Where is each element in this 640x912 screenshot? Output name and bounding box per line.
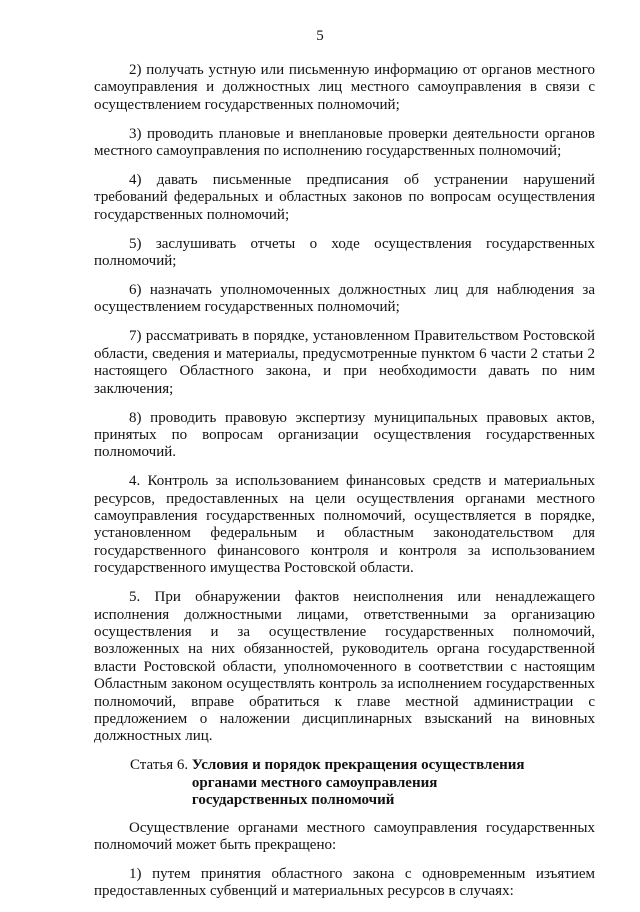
page-number: 5 bbox=[316, 28, 324, 44]
paragraph-item-8: 8) проводить правовую экспертизу муниципальных правовых актов, принятых по вопросам организации осуществления государственных полномочий. bbox=[94, 409, 595, 461]
paragraph-article-intro: Осуществление органами местного самоуправления государственных полномочий может быть прекращено: bbox=[94, 819, 595, 853]
article-label: Статья 6. bbox=[130, 757, 192, 774]
paragraph-part-4: 4. Контроль за использованием финансовых средств и материальных ресурсов, предоставленных на цели осуществления органами местного самоуправления государственных полномочий, осуществляется в порядке, установленном федеральным и областным законодательством для государственного финансового контроля и контроля за использованием государственного имущества Ростовской области. bbox=[94, 473, 595, 577]
document-body bbox=[94, 62, 595, 912]
paragraph-item-6: 6) назначать уполномоченных должностных лиц для наблюдения за осуществлением государственных полномочий; bbox=[94, 282, 595, 316]
article-heading bbox=[94, 757, 595, 809]
paragraph-part-5: 5. При обнаружении фактов неисполнения или ненадлежащего исполнения должностными лицами, ответственными за организацию осуществления и за осуществление государственных полномочий, возложенных на них обязанностей, руководитель органа государственной власти Ростовской области, уполномоченного в соответствии с настоящим Областным законом осуществлять контроль за исполнением государственных полномочий, вправе обратиться к главе местной администрации с предложением о наложении дисциплинарных взысканий на виновных должностных лиц. bbox=[94, 589, 595, 745]
article-title: Условия и порядок прекращения осуществления органами местного самоуправления государственных полномочий bbox=[191, 757, 525, 809]
paragraph-article-item-1: 1) путем принятия областного закона с одновременным изъятием предоставленных субвенций и материальных ресурсов в случаях: bbox=[94, 865, 595, 900]
paragraph-item-3: 3) проводить плановые и внеплановые проверки деятельности органов местного самоуправления по исполнению государственных полномочий; bbox=[94, 125, 595, 160]
paragraph-item-7: 7) рассматривать в порядке, установленном Правительством Ростовской области, сведения и материалы, предусмотренные пунктом 6 части 2 статьи 2 настоящего Областного закона, и при необходимости давать по ним заключения; bbox=[94, 328, 595, 397]
paragraph-item-5: 5) заслушивать отчеты о ходе осуществления государственных полномочий; bbox=[94, 235, 595, 270]
paragraph-item-4: 4) давать письменные предписания об устранении нарушений требований федеральных и областных законов по вопросам осуществления государственных полномочий; bbox=[94, 172, 595, 223]
paragraph-item-2: 2) получать устную или письменную информацию от органов местного самоуправления и должностных лиц местного самоуправления в связи с осуществлением государственных полномочий; bbox=[94, 62, 595, 113]
